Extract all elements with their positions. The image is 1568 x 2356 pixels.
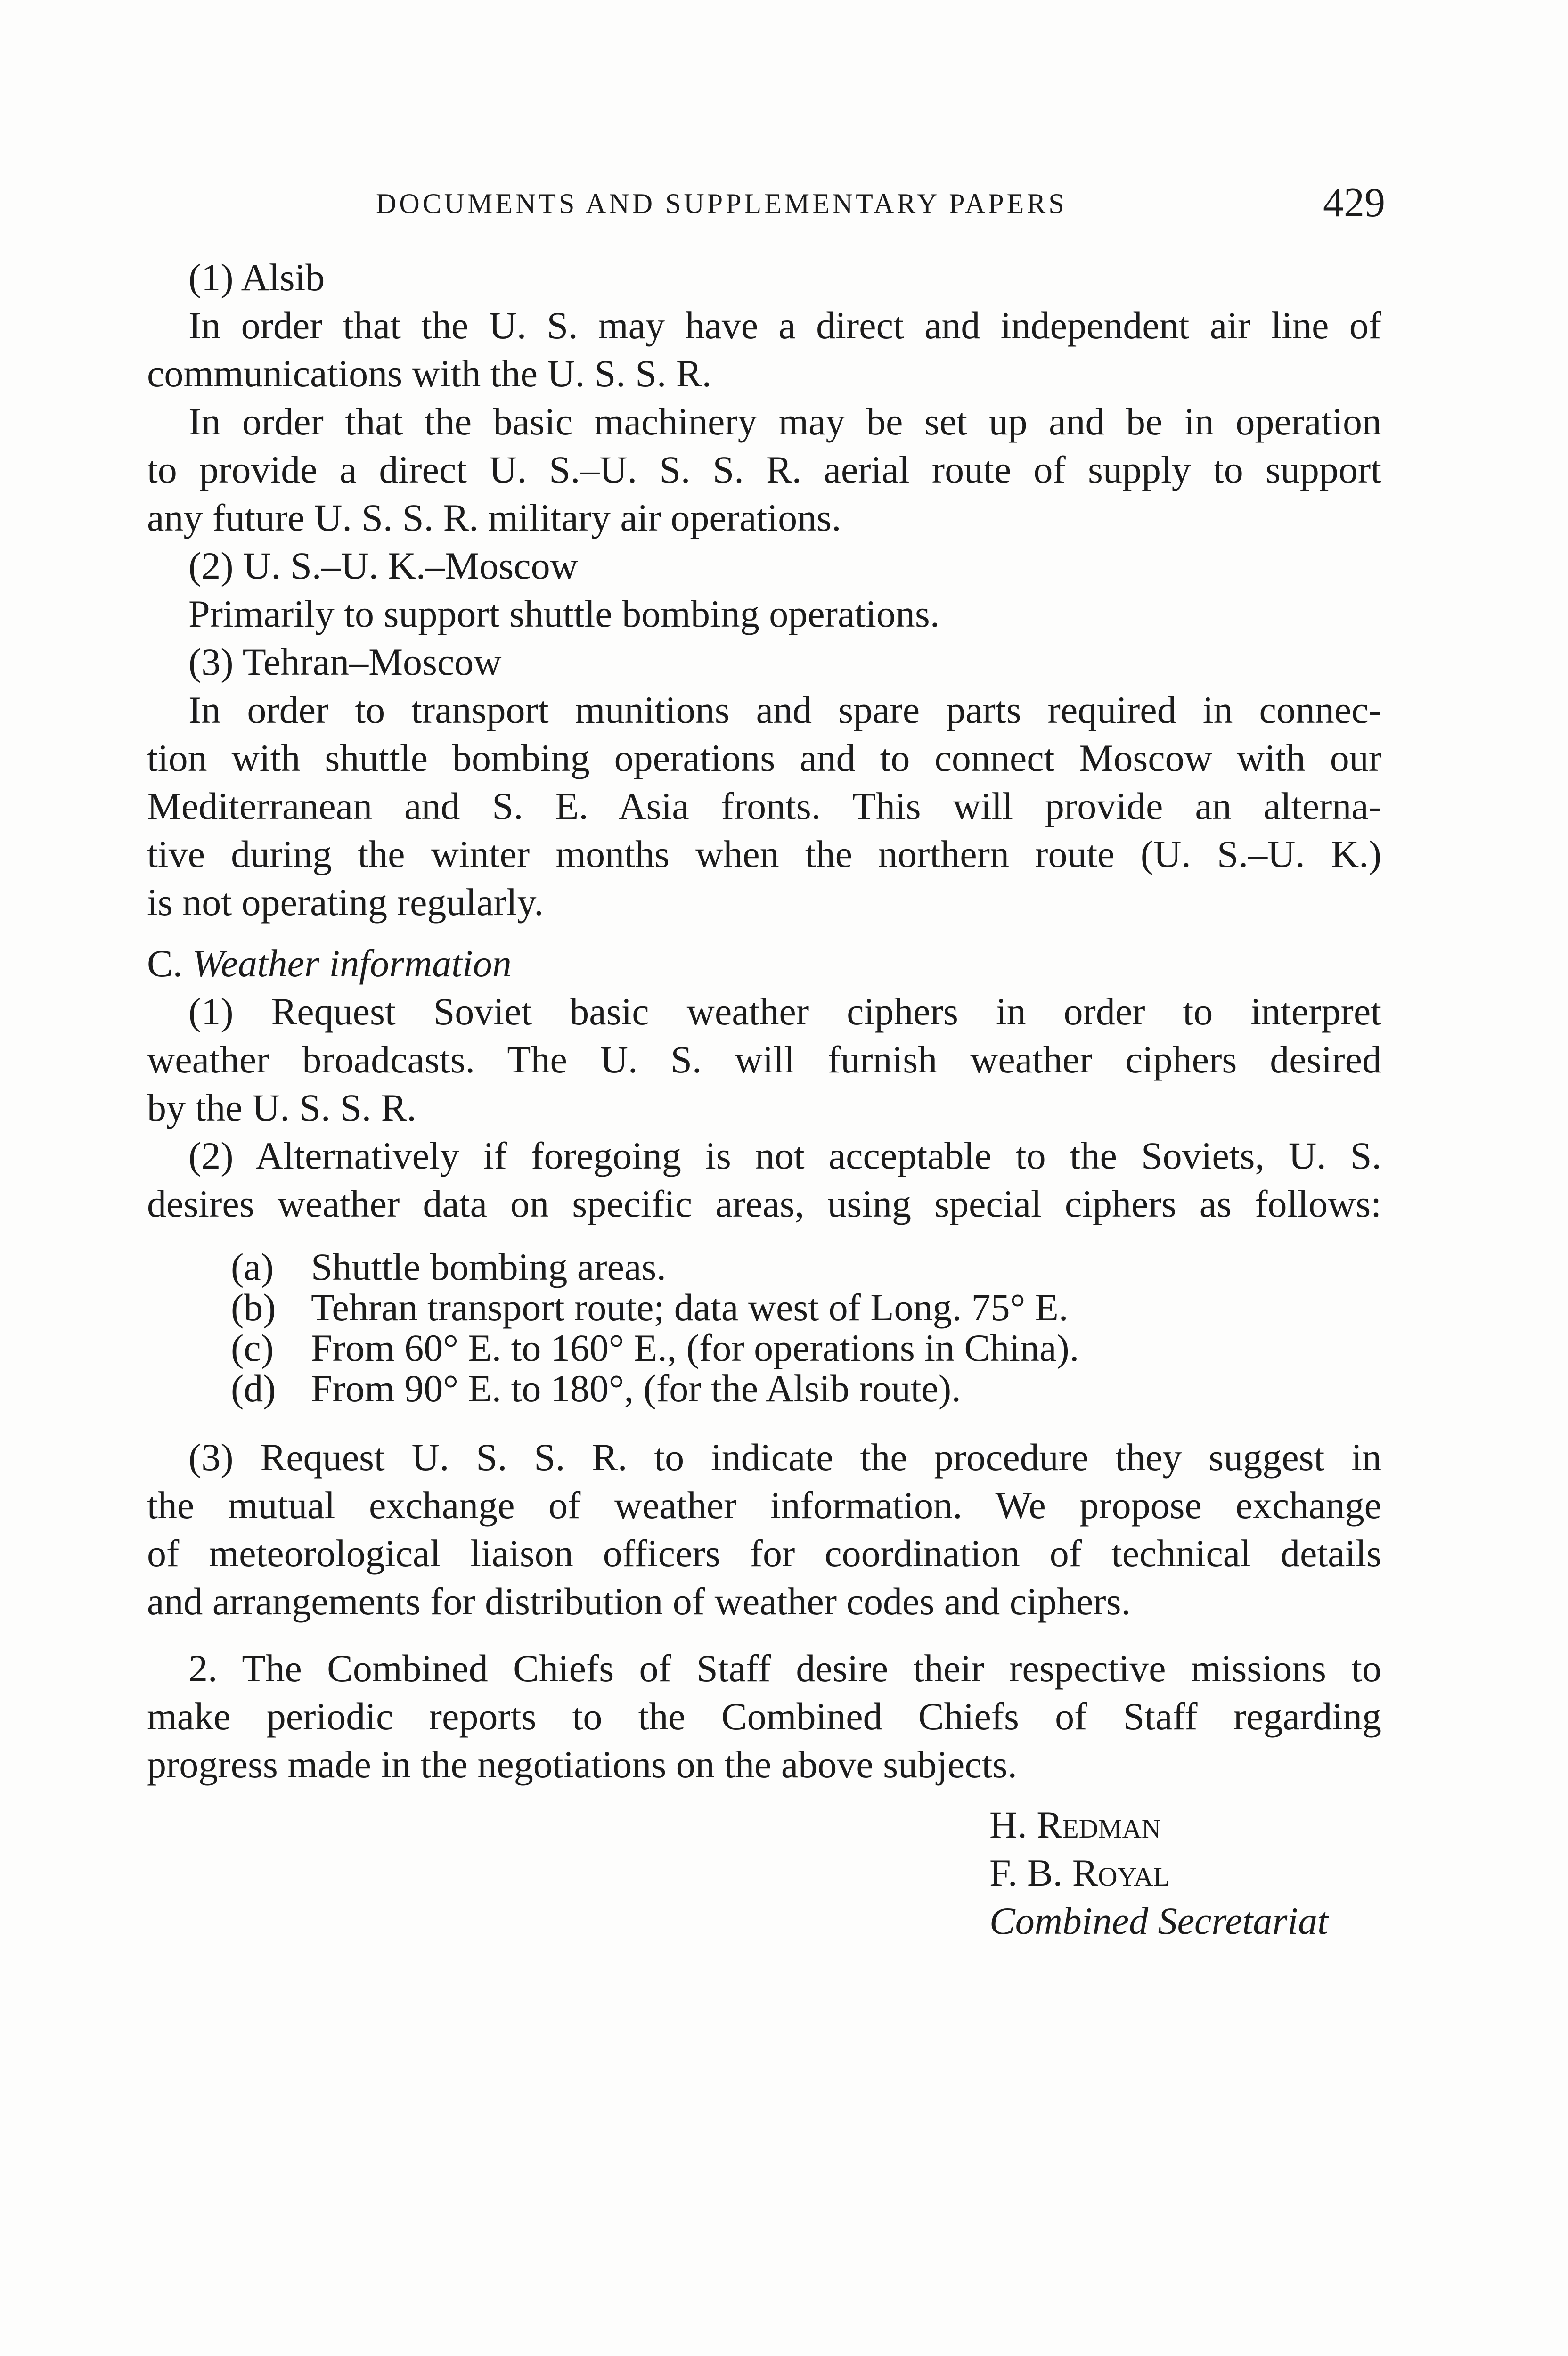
item-1-para-2-line-2: to provide a direct U. S.–U. S. S. R. aerial route of supply to support [147, 448, 1381, 491]
item-2-para: Primarily to support shuttle bombing operations. [188, 592, 940, 635]
section-c-label: C. [147, 942, 183, 985]
item-3-para-line-2: tion with shuttle bombing operations and to connect Moscow with our [147, 736, 1381, 779]
c-item-1-line-1: (1) Request Soviet basic weather ciphers in order to interpret [188, 990, 1381, 1033]
weather-area-d-text: From 90° E. to 180°, (for the Alsib route). [311, 1367, 961, 1410]
weather-area-d [147, 1368, 1381, 1409]
weather-area-b-text: Tehran transport route; data west of Long. 75° E. [311, 1286, 1069, 1329]
item-3-para-line-3: Mediterranean and S. E. Asia fronts. This will provide an alterna- [147, 785, 1381, 827]
c-item-1-line-2: weather broadcasts. The U. S. will furnish weather ciphers desired [147, 1038, 1381, 1081]
weather-area-a-text: Shuttle bombing areas. [311, 1245, 666, 1288]
weather-area-b [147, 1287, 1381, 1328]
item-1-para-2-line-3: any future U. S. S. R. military air operations. [147, 496, 841, 539]
section-c-title: Weather information [192, 942, 512, 985]
paragraph-2-line-1: 2. The Combined Chiefs of Staff desire their respective missions to [188, 1647, 1381, 1690]
paragraph-2-line-3: progress made in the negotiations on the above subjects. [147, 1743, 1017, 1786]
c-item-3-line-1: (3) Request U. S. S. R. to indicate the procedure they suggest in [188, 1436, 1381, 1479]
c-item-1-line-3: by the U. S. S. R. [147, 1086, 416, 1129]
item-3-para-line-4: tive during the winter months when the northern route (U. S.–U. K.) [147, 833, 1381, 875]
item-1-heading: (1) Alsib [188, 256, 325, 299]
signatory-redman: H. Redman [989, 1803, 1161, 1846]
paragraph-2-line-2: make periodic reports to the Combined Chiefs of Staff regarding [147, 1695, 1381, 1738]
weather-area-d-label: (d) [231, 1367, 276, 1410]
weather-area-a-label: (a) [231, 1245, 274, 1288]
c-item-3-line-4: and arrangements for distribution of weather codes and ciphers. [147, 1580, 1131, 1623]
running-header [141, 179, 1385, 231]
item-2-heading: (2) U. S.–U. K.–Moscow [188, 544, 578, 587]
weather-areas-list [147, 1247, 1381, 1409]
weather-area-a [147, 1247, 1381, 1287]
section-c-heading [147, 940, 1381, 988]
weather-area-c-label: (c) [231, 1326, 274, 1369]
running-title: DOCUMENTS AND SUPPLEMENTARY PAPERS [376, 188, 1067, 219]
signatory-office: Combined Secretariat [989, 1899, 1328, 1942]
item-1-para-2-line-1: In order that the basic machinery may be set up and be in operation [188, 400, 1381, 443]
c-item-2-line-2: desires weather data on specific areas, using special ciphers as follows: [147, 1182, 1381, 1225]
item-1-para-1-line-1: In order that the U. S. may have a direct and independent air line of [188, 304, 1381, 347]
weather-area-c [147, 1328, 1381, 1368]
item-3-heading: (3) Tehran–Moscow [188, 640, 502, 683]
c-item-3-line-2: the mutual exchange of weather information. We propose exchange [147, 1484, 1381, 1527]
c-item-2-line-1: (2) Alternatively if foregoing is not acceptable to the Soviets, U. S. [188, 1134, 1381, 1177]
item-1-para-1-line-2: communications with the U. S. S. R. [147, 352, 712, 395]
signature-block [989, 1801, 1328, 1945]
body-text [147, 254, 1381, 1789]
item-3-para-line-1: In order to transport munitions and spare parts required in connec- [188, 688, 1381, 731]
page-number: 429 [1323, 180, 1385, 226]
signatory-royal: F. B. Royal [989, 1851, 1170, 1894]
weather-area-c-text: From 60° E. to 160° E., (for operations in China). [311, 1326, 1079, 1369]
item-3-para-line-5: is not operating regularly. [147, 881, 544, 924]
c-item-3-line-3: of meteorological liaison officers for coordination of technical details [147, 1532, 1381, 1575]
weather-area-b-label: (b) [231, 1286, 276, 1329]
